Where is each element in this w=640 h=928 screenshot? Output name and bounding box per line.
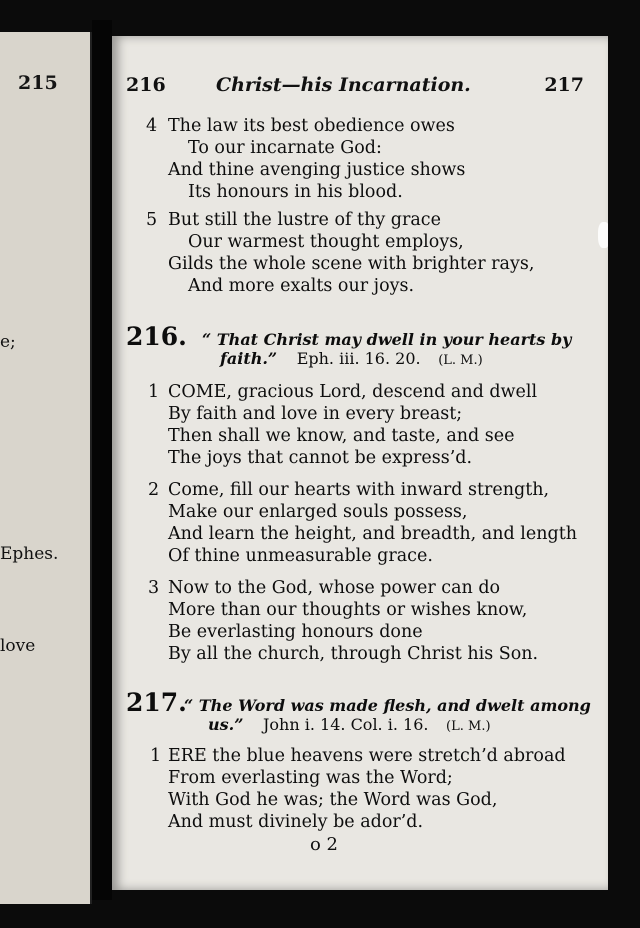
verse-line: And learn the height, and breadth, and length bbox=[168, 524, 577, 544]
printer-signature: o 2 bbox=[310, 834, 339, 855]
verse-line: Its honours in his blood. bbox=[188, 182, 403, 202]
hymn-epigraph-line2 bbox=[208, 715, 491, 734]
left-page-fragment: e; bbox=[0, 332, 16, 352]
verse-line: Now to the God, whose power can do bbox=[168, 578, 501, 598]
verse-line: From everlasting was the Word; bbox=[168, 768, 453, 788]
verse-line: Be everlasting honours done bbox=[168, 622, 423, 642]
verse-line: The joys that cannot be express’d. bbox=[168, 448, 473, 468]
left-page-number: 215 bbox=[18, 72, 58, 94]
verse-line: COME, gracious Lord, descend and dwell bbox=[168, 382, 538, 402]
paper-damage-mark bbox=[598, 222, 608, 248]
verse-line: But still the lustre of thy grace bbox=[168, 210, 441, 230]
right-page bbox=[112, 36, 608, 890]
verse-line: By all the church, through Christ his Son. bbox=[168, 644, 539, 664]
header-title: Christ—his Incarnation. bbox=[216, 74, 471, 96]
verse-line: And must divinely be ador’d. bbox=[168, 812, 424, 832]
verse-number: 2 bbox=[148, 480, 160, 500]
left-page-fragment: Ephes. bbox=[0, 544, 59, 564]
meter: (L. M.) bbox=[438, 353, 483, 368]
hymn-epigraph-line2 bbox=[220, 349, 483, 368]
running-header bbox=[126, 74, 594, 100]
verse-number: 4 bbox=[146, 116, 158, 136]
left-page-fragment: love bbox=[0, 636, 36, 656]
verse-line: Come, fill our hearts with inward strength, bbox=[168, 480, 550, 500]
hymn-number: 217. bbox=[126, 688, 187, 717]
verse-line: To our incarnate God: bbox=[188, 138, 382, 158]
verse-number: 1 bbox=[148, 382, 160, 402]
verse-line: More than our thoughts or wishes know, bbox=[168, 600, 528, 620]
verse-line: Gilds the whole scene with brighter rays, bbox=[168, 254, 535, 274]
verse-number: 3 bbox=[148, 578, 160, 598]
verse-number: 1 bbox=[150, 746, 162, 766]
verse-line: ERE the blue heavens were stretch’d abroad bbox=[168, 746, 566, 766]
hymn-epigraph-end: faith.” bbox=[220, 349, 278, 368]
hymn-epigraph-end: us.” bbox=[208, 715, 244, 734]
hymn-number: 216. bbox=[126, 322, 187, 351]
book-gutter bbox=[92, 20, 112, 900]
verse-line: Make our enlarged souls possess, bbox=[168, 502, 468, 522]
header-left-number: 216 bbox=[126, 74, 166, 96]
hymn-epigraph: “ That Christ may dwell in your hearts by bbox=[202, 330, 572, 349]
verse-line: Our warmest thought employs, bbox=[188, 232, 464, 252]
verse-line: With God he was; the Word was God, bbox=[168, 790, 498, 810]
scripture-reference: Eph. iii. 16. 20. bbox=[296, 349, 421, 368]
left-page bbox=[0, 32, 92, 904]
header-right-number: 217 bbox=[544, 74, 584, 96]
scripture-reference: John i. 14. Col. i. 16. bbox=[263, 715, 429, 734]
verse-line: Of thine unmeasurable grace. bbox=[168, 546, 433, 566]
verse-line: By faith and love in every breast; bbox=[168, 404, 463, 424]
verse-number: 5 bbox=[146, 210, 158, 230]
verse-line: The law its best obedience owes bbox=[168, 116, 455, 136]
verse-line: And more exalts our joys. bbox=[188, 276, 415, 296]
verse-line: Then shall we know, and taste, and see bbox=[168, 426, 515, 446]
hymn-epigraph: “ The Word was made flesh, and dwelt among bbox=[184, 696, 591, 715]
verse-line: And thine avenging justice shows bbox=[168, 160, 466, 180]
meter: (L. M.) bbox=[446, 719, 491, 734]
